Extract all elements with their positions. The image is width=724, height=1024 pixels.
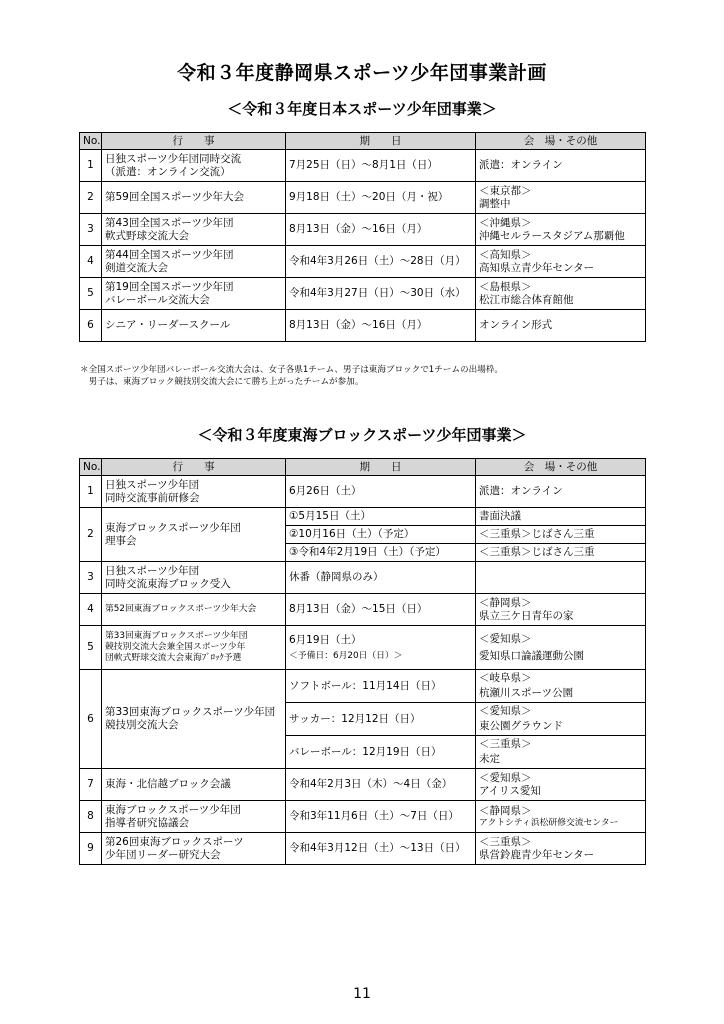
row-event: 日独スポーツ少年団 同時交流東海ブロック受入: [102, 562, 286, 594]
row-venue: オンライン形式: [476, 310, 646, 342]
row-date: 6月19日（土） ＜予備日：6月20日（日）＞: [286, 626, 476, 670]
date-line: バレーボール：12月19日（日）: [289, 746, 442, 758]
row-event: 第33回東海ブロックスポーツ少年団 競技別交流大会: [102, 670, 286, 769]
row-event: 日独スポーツ少年団同時交流 （派遣：オンライン交流）: [102, 150, 286, 182]
date-line: ソフトボール：11月14日（日）: [286, 670, 475, 703]
row-venue: ＜沖縄県＞ 沖縄セルラースタジアム那覇他: [476, 214, 646, 246]
row-venue: ＜静岡県＞ アクトシティ浜松研修交流センター: [476, 801, 646, 833]
table-row: [80, 769, 646, 801]
row-date: 6月26日（土）: [286, 476, 476, 508]
row-no: 1: [80, 476, 102, 508]
row-no: 9: [80, 833, 102, 865]
table-row: [80, 562, 646, 594]
row-venue: ＜愛知県＞ 愛知県口論議運動公園: [476, 626, 646, 670]
row-venue: ＜高知県＞ 高知県立青少年センター: [476, 246, 646, 278]
row-event: 第26回東海ブロックスポーツ 少年団リーダー研究大会: [102, 833, 286, 865]
row-venue: ＜愛知県＞ アイリス愛知: [476, 769, 646, 801]
row-no: 4: [80, 246, 102, 278]
row-venue: [476, 562, 646, 594]
row-event: 日独スポーツ少年団 同時交流事前研修会: [102, 476, 286, 508]
table-row: [80, 246, 646, 278]
row-venue: ＜東京都＞ 調整中: [476, 182, 646, 214]
row-date: 令和4年2月3日（木）～4日（金）: [286, 769, 476, 801]
row-date: 8月13日（金）～16日（月）: [286, 214, 476, 246]
table-row: [80, 476, 646, 508]
venue-line: ＜三重県＞じばさん三重: [476, 526, 645, 544]
row-no: 8: [80, 801, 102, 833]
national-notes: [80, 364, 503, 388]
table-row: [80, 594, 646, 626]
row-event: 東海ブロックスポーツ少年団 指導者研究協議会: [102, 801, 286, 833]
row-no: 7: [80, 769, 102, 801]
row-no: 3: [80, 214, 102, 246]
row-event: 第59回全国スポーツ少年大会: [102, 182, 286, 214]
header-date: 期 日: [286, 459, 476, 476]
note-line: 男子は、東海ブロック競技別交流大会にて勝ち上がったチームが参加。: [80, 377, 364, 387]
table-row: [80, 508, 646, 562]
header-event: 行 事: [102, 459, 286, 476]
venue-line: ＜岐阜県＞ 杭瀬川スポーツ公園: [476, 670, 645, 703]
venue-line: ＜三重県＞ 未定: [479, 738, 532, 765]
row-event: 東海・北信越ブロック会議: [102, 769, 286, 801]
table-row: [80, 310, 646, 342]
page-number: 11: [353, 986, 371, 1002]
tokai-heading: ＜令和３年度東海ブロックスポーツ少年団事業＞: [197, 426, 527, 444]
row-date: 9月18日（土）～20日（月・祝）: [286, 182, 476, 214]
row-dates: [286, 670, 476, 769]
venue-line: ＜三重県＞じばさん三重: [479, 546, 595, 558]
table-row: [80, 214, 646, 246]
row-no: 1: [80, 150, 102, 182]
table-row: [80, 801, 646, 833]
table-row: [80, 626, 646, 670]
row-no: 5: [80, 626, 102, 670]
row-venue: 派遣：オンライン: [476, 150, 646, 182]
row-dates: [286, 508, 476, 562]
row-no: 5: [80, 278, 102, 310]
table-row: [80, 833, 646, 865]
header-date: 期 日: [286, 133, 476, 150]
venue-line: ＜愛知県＞ 東公園グラウンド: [476, 703, 645, 736]
row-date: 令和4年3月12日（土）～13日（日）: [286, 833, 476, 865]
venue-line: 書面決議: [476, 508, 645, 526]
row-venue: 派遣：オンライン: [476, 476, 646, 508]
header-event: 行 事: [102, 133, 286, 150]
row-venue: ＜三重県＞ 県営鈴鹿青少年センター: [476, 833, 646, 865]
row-no: 6: [80, 670, 102, 769]
page-title: 令和３年度静岡県スポーツ少年団事業計画: [177, 62, 547, 84]
row-event: 第43回全国スポーツ少年団 軟式野球交流大会: [102, 214, 286, 246]
row-date: 令和4年3月27日（日）～30日（水）: [286, 278, 476, 310]
row-event: 第19回全国スポーツ少年団 バレーボール交流大会: [102, 278, 286, 310]
table-row: [80, 278, 646, 310]
date-line: ②10月16日（土）（予定）: [286, 526, 475, 544]
date-line: ①5月15日（土）: [286, 508, 475, 526]
national-table: [79, 132, 646, 342]
table-header-row: [80, 133, 646, 150]
row-no: 6: [80, 310, 102, 342]
row-date: 7月25日（日）～8月1日（日）: [286, 150, 476, 182]
row-no: 2: [80, 508, 102, 562]
row-date: 令和3年11月6日（土）～7日（日）: [286, 801, 476, 833]
row-event: 第33回東海ブロックスポーツ少年団 競技別交流大会兼全国スポーツ少年 団軟式野球交流大会東海ﾌﾞﾛｯｸ予選: [102, 626, 286, 670]
national-heading: ＜令和３年度日本スポーツ少年団事業＞: [227, 100, 497, 118]
date-line: ③令和4年2月19日（土）（予定）: [289, 546, 446, 558]
table-row: [80, 670, 646, 769]
row-venues: [476, 508, 646, 562]
tokai-table: [79, 458, 646, 865]
row-event: 第52回東海ブロックスポーツ少年大会: [102, 594, 286, 626]
header-venue: 会 場・その他: [476, 133, 646, 150]
row-event: 第44回全国スポーツ少年団 剣道交流大会: [102, 246, 286, 278]
row-event: 東海ブロックスポーツ少年団 理事会: [102, 508, 286, 562]
note-line: ＊全国スポーツ少年団バレーボール交流大会は、女子各県1チーム、男子は東海ブロックで1チームの出場枠。: [80, 365, 504, 375]
row-venues: [476, 670, 646, 769]
row-date: 令和4年3月26日（土）～28日（月）: [286, 246, 476, 278]
row-no: 3: [80, 562, 102, 594]
row-date: 8月13日（金）～15日（日）: [286, 594, 476, 626]
header-no: No.: [80, 133, 102, 150]
date-line: サッカー：12月12日（日）: [286, 703, 475, 736]
header-no: No.: [80, 459, 102, 476]
table-row: [80, 150, 646, 182]
row-date: 8月13日（金）～16日（月）: [286, 310, 476, 342]
row-event: シニア・リーダースクール: [102, 310, 286, 342]
row-venue: ＜島根県＞ 松江市総合体育館他: [476, 278, 646, 310]
row-venue: ＜静岡県＞ 県立三ケ日青年の家: [476, 594, 646, 626]
table-header-row: [80, 459, 646, 476]
header-venue: 会 場・その他: [476, 459, 646, 476]
row-no: 2: [80, 182, 102, 214]
row-date: 休番（静岡県のみ）: [286, 562, 476, 594]
row-no: 4: [80, 594, 102, 626]
table-row: [80, 182, 646, 214]
